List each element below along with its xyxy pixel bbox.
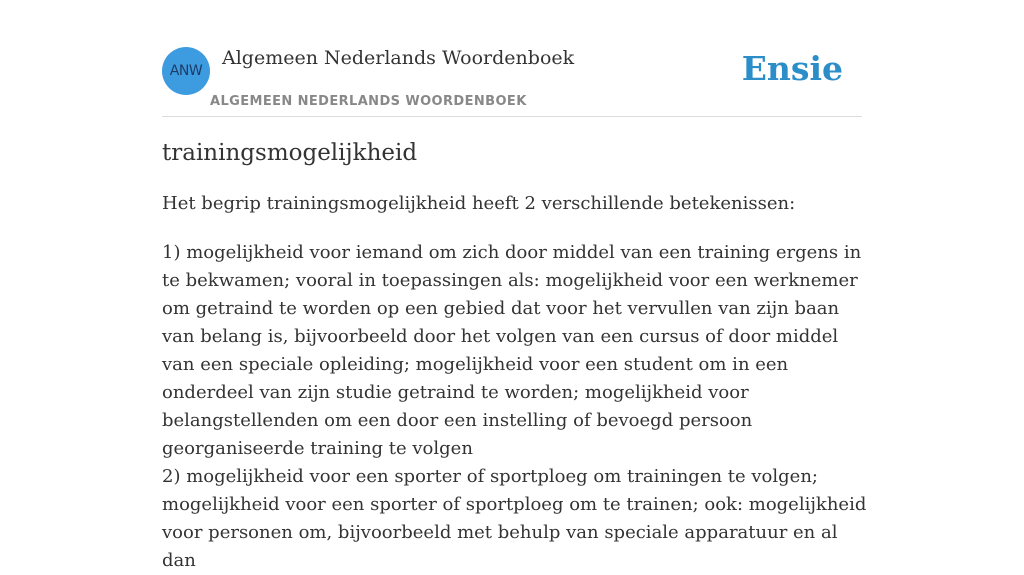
entry-intro: Het begrip trainingsmogelijkheid heeft 2 verschillende betekenissen: <box>162 193 796 214</box>
site-title[interactable]: Algemeen Nederlands Woordenboek <box>222 47 575 69</box>
site-subtitle: ALGEMEEN NEDERLANDS WOORDENBOEK <box>210 94 527 109</box>
definition-item: 1) mogelijkheid voor iemand om zich door middel van een training ergens in te bekwamen; vooral in toepassingen als: mogelijkheid voor een werknemer om getraind te worden op een gebied dat voor het vervullen van zijn baan van belang is, bijvoorbeeld door het volgen van een cursus of door middel van een speciale opleiding; mogelijkheid voor een student om in een onderdeel van zijn studie getraind te worden; mogelijkheid voor belangstellenden om een door een instelling of bevoegd persoon georganiseerde training te volgen <box>162 242 862 459</box>
definition-item: 2) mogelijkheid voor een sporter of sportploeg om trainingen te volgen; mogelijkheid voor een sporter of sportploeg om te trainen; ook: mogelijkheid voor personen om, bijvoorbeeld met behulp van speciale apparatuur en al dan <box>162 466 867 571</box>
site-header <box>162 47 862 117</box>
anw-logo[interactable]: ANW <box>162 47 210 95</box>
definition-list <box>162 239 867 575</box>
entry-word-title: trainingsmogelijkheid <box>162 140 418 166</box>
ensie-brand-logo[interactable]: Ensie <box>741 49 843 88</box>
